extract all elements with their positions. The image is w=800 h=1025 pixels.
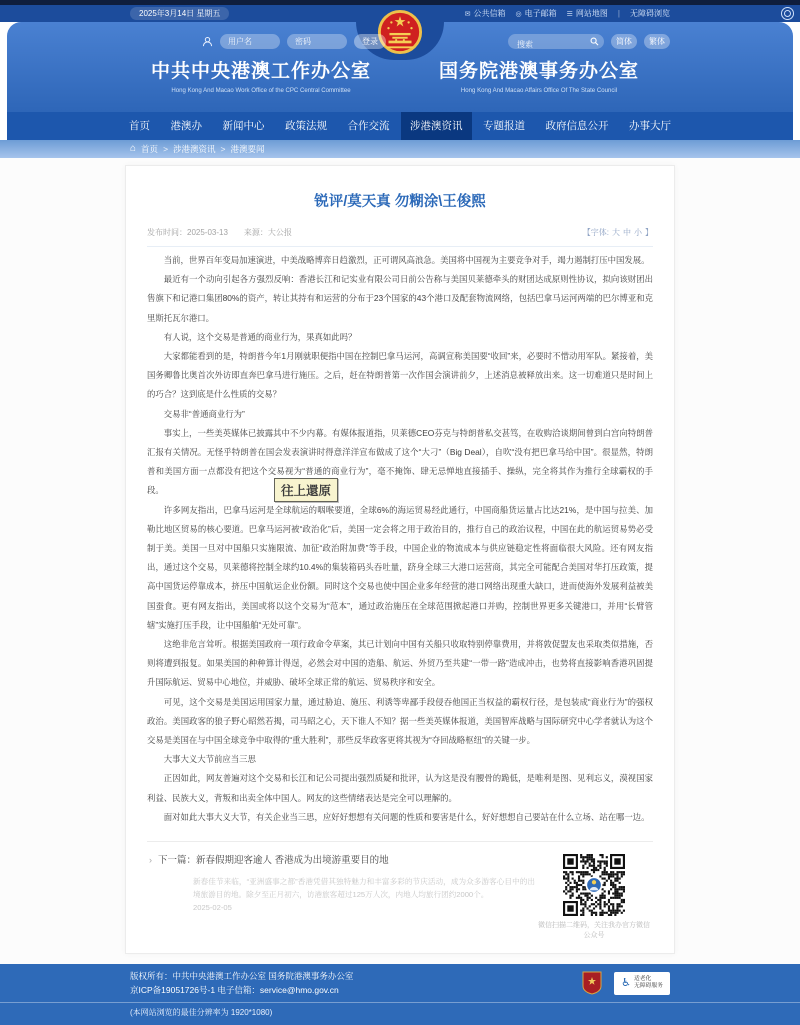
next-article-link[interactable] <box>147 852 535 866</box>
paragraph: 大家都能看到的是，特朗普今年1月刚就职便指中国在控制巴拿马运河，高调宣称美国要“收回”来，必要时不惜动用军队。紧接着，美国务卿鲁比奥首次外访即直奔巴拿马进行施压。之后，赶在特朗普第一次作国会演讲前夕，上述消息被释放出来。这一切难道只是时间上的巧合？这到底是什么性质的交易？ <box>147 351 653 400</box>
next-article-section <box>147 841 653 941</box>
sitemap-icon: ☰ <box>566 10 573 18</box>
username-field[interactable] <box>220 34 280 49</box>
article-card <box>125 165 675 954</box>
meta-divider <box>147 246 653 247</box>
org2-name: 国务院港澳事务办公室 <box>438 61 639 82</box>
font-size-medium[interactable]: 中 <box>623 228 631 237</box>
publish-time: 发布时间：2025-03-13 <box>147 228 228 237</box>
paragraph: 许多网友指出，巴拿马运河是全球航运的咽喉要道，全球6%的海运贸易经此通行，中国商船货运量占比达21%，是中国与拉美、加勒比地区贸易的核心要道。巴拿马运河被“政治化”后，美国一定会将之用于政治目的，推行自己的政治议程，中国在此的航运贸易势必受制于美。美国一旦对中国船只实施限流、加征“政治附加费”等手段，中国企业的物流成本与供应链稳定性将面临很大风险。还有网友指出，通过这个交易，贝莱德将控制全球约10.4%的集装箱码头吞吐量，跻身全球三大港口运营商，其完全可能配合美国对华打压政策，提高中国货运停靠成本，挤压中国航运企业份额。同时这个交易也使中国企业多年经营的港口网络出现重大缺口，进而使海外发展利益被美国蚕食。更有网友指出，美国或将以这个交易为“范本”，通过政治施压在全球范围掀起港口并购，控制世界更多关键港口，并用“长臂管辖”实施打压手段，让中国船舶“无处可靠”。 <box>147 504 653 630</box>
qr-code <box>563 854 625 916</box>
breadcrumb <box>130 140 670 158</box>
footer-copyright: 版权所有：中共中央港澳工作办公室 国务院港澳事务办公室 <box>130 971 354 982</box>
paragraph: 正因如此，网友普遍对这个交易和长江和记公司提出强烈质疑和批评，认为这是没有腰骨的跪低，是唯利是图、见利忘义，漠视国家利益、民族大义，背叛和出卖全体中国人。网友的这些情绪表达是完全可以理解的。 <box>147 773 653 803</box>
user-icon <box>202 36 213 47</box>
section-subhead: 交易非“普通商业行为” <box>163 408 245 419</box>
article-meta <box>147 227 653 238</box>
site-titles <box>130 56 670 94</box>
breadcrumb-bar <box>0 140 800 158</box>
org2-english-name: Hong Kong And Macao Affairs Office Of The State Council <box>460 87 618 94</box>
footer-icp: 京ICP备19051726号-1 电子信箱：service@hmo.gov.cn <box>130 985 339 996</box>
next-article-title[interactable]: 新春假期迎客逾人 香港成为出境游重要目的地 <box>196 855 389 867</box>
traditional-chinese-button[interactable]: 繁体 <box>644 34 670 49</box>
font-size-large[interactable]: 大 <box>612 228 620 237</box>
home-icon: ⌂ <box>130 143 137 154</box>
email-icon: ◎ <box>515 10 522 18</box>
gov-site-badge-icon[interactable] <box>582 971 602 995</box>
email-link[interactable]: ◎ 电子邮箱 <box>515 9 557 18</box>
wechat-qr-block <box>535 852 653 941</box>
resolution-note: (本网站浏览的最佳分辨率为 1920*1080) <box>130 1008 273 1018</box>
utility-links <box>465 8 670 19</box>
breadcrumb-section[interactable]: 涉港澳资讯 <box>173 144 216 154</box>
paragraph: 面对如此大事大义大节，有关企业当三思，应好好想想有关问题的性质和要害是什么，好好想想自己要站在什么立场、站在哪一边。 <box>163 811 650 822</box>
site-header <box>7 22 793 112</box>
nav-item-cooperation[interactable]: 合作交流 <box>347 120 390 132</box>
mail-icon: ✉ <box>464 10 471 18</box>
paragraph: 当前，世界百年变局加速演进，中美战略博弈日趋激烈，正可谓风高浪急。美国将中国视为主要竞争对手，竭力遏制打压中国发展。 <box>163 255 650 265</box>
login-area <box>202 34 386 49</box>
site-footer <box>0 964 800 1025</box>
article-body <box>147 251 653 827</box>
paragraph: 这绝非危言耸听。根据美国政府一项行政命令草案，其已计划向中国有关船只收取特别停靠费用，并将敦促盟友也采取类似措施，否则将遭到报复。如果美国的种种算计得逞，必然会对中国的造船、航运、外贸乃至共建“一带一路”造成冲击，也势将直接影响香港巩固提升国际航运、贸易中心地位，并威胁、破坏全球正常的航运、贸易秩序和安全。 <box>147 639 653 688</box>
article-title: 锐评/莫天真 勿糊涂\王俊熙 <box>314 194 486 210</box>
chevron-right-icon: › <box>149 855 152 866</box>
current-date: 2025年3月14日 星期五 <box>130 7 229 20</box>
a11y-label-line1: 适老化 <box>633 976 652 983</box>
nav-item-service-hall[interactable]: 办事大厅 <box>629 120 671 132</box>
article-source: 来源：大公报 <box>243 228 292 237</box>
next-article-label: 下一篇： <box>158 855 197 867</box>
accessibility-service-badge[interactable] <box>614 972 670 995</box>
sitemap-link[interactable]: ☰ 网站地图 <box>566 9 608 18</box>
next-article-date: 2025-02-05 <box>193 903 232 913</box>
paragraph: 可见，这个交易是美国运用国家力量，通过胁迫、施压、利诱等卑鄙手段侵吞他国正当权益的霸权行径，是包装成“商业行为”的强权政治。美国政客的狼子野心昭然若揭，司马昭之心，天下谁人不知？据一些美英媒体报道，美国智库战略与国际研究中心学者就认为这个交易是美国在与中国全球竞争中取得的“重大胜利”，那些反华政客更将其视为“夺回战略枢纽”的关键一步。 <box>147 696 653 746</box>
font-size-widget: 【字体: 大 中 小 】 <box>582 228 653 237</box>
nav-item-gov-info-disclosure[interactable]: 政府信息公开 <box>545 120 609 132</box>
restore-up-overlay[interactable]: 往上還原 <box>274 478 338 502</box>
breadcrumb-current: 港澳要闻 <box>230 144 265 154</box>
search-box <box>508 34 604 49</box>
nav-item-hkmo-info[interactable]: 涉港澳资讯 <box>401 112 472 140</box>
floating-tools-icon[interactable] <box>781 7 794 20</box>
nav-item-policies[interactable]: 政策法规 <box>285 120 327 132</box>
breadcrumb-separator: > <box>220 144 226 154</box>
search-icon[interactable] <box>590 37 599 46</box>
password-field[interactable] <box>287 34 347 49</box>
org1-english-name: Hong Kong And Macao Work Office of the CPC Central Committee <box>171 87 351 94</box>
breadcrumb-home[interactable]: 首页 <box>141 144 159 154</box>
org1-name: 中共中央港澳工作办公室 <box>150 61 371 82</box>
utility-separator: | <box>617 9 620 18</box>
paragraph: 有人说，这个交易是普通的商业行为，果真如此吗？ <box>163 331 357 342</box>
accessibility-browse-link[interactable]: 无障碍浏览 <box>630 9 670 18</box>
paragraph: 最近有一个动向引起各方强烈反响：香港长江和记实业有限公司日前公告称与美国贝莱德牵头的财团达成原则性协议，拟向该财团出售旗下和记港口集团80%的资产，转让其持有和运营的分布于23个国家的43个港口及配套物流网络，包括巴拿马运河两端的巴尔博亚和克里斯托瓦尔港口。 <box>147 274 653 323</box>
org-title-cpc-office <box>130 56 392 94</box>
nav-item-home[interactable]: 首页 <box>129 120 150 132</box>
wheelchair-icon: ♿ <box>621 976 631 989</box>
a11y-label-line2: 无障碍服务 <box>633 983 663 990</box>
page-body <box>0 158 800 964</box>
public-mailbox-link[interactable]: ✉ 公共信箱 <box>464 9 506 18</box>
main-nav <box>7 112 793 140</box>
nav-item-hkmo-office[interactable]: 港澳办 <box>170 120 202 132</box>
section-subhead: 大事大义大节前应当三思 <box>163 754 256 765</box>
simplified-chinese-button[interactable]: 简体 <box>611 34 637 49</box>
qr-caption: 微信扫描二维码，关注我办官方微信公众号 <box>538 922 650 940</box>
org-title-state-council-office <box>408 56 670 94</box>
next-article-summary: 新春佳节来临，“亚洲盛事之都”香港凭借其独特魅力和丰富多彩的节庆活动，成为众多游客心目中的出境旅游目的地。除夕至正月初六，访港旅客超过125万人次，内地人均旅行团约2000个。 <box>193 877 535 900</box>
font-size-small[interactable]: 小 <box>634 228 642 237</box>
nav-item-special-reports[interactable]: 专题报道 <box>483 120 525 132</box>
paragraph: 事实上，一些美英媒体已披露其中不少内幕。有媒体报道指，贝莱德CEO芬克与特朗普私交甚笃，在收购洽谈期间曾到白宫向特朗普汇报有关情况。无怪乎特朗普在国会发表演讲时得意洋洋宣布做成了这个“大刁”（Big Deal），自吹“没有把巴拿马给中国”。很显然，特朗普和美国方面一点都没有把这个交易视为“普通的商业行为”，毫不掩饰、肆无忌惮地直接插手、操纵，完全将其作为推行全球霸权的手段。 <box>147 427 653 496</box>
login-button[interactable]: 登录 <box>354 34 386 49</box>
search-area <box>508 34 670 49</box>
breadcrumb-separator: > <box>163 144 169 154</box>
nav-item-news-center[interactable]: 新闻中心 <box>222 120 265 132</box>
